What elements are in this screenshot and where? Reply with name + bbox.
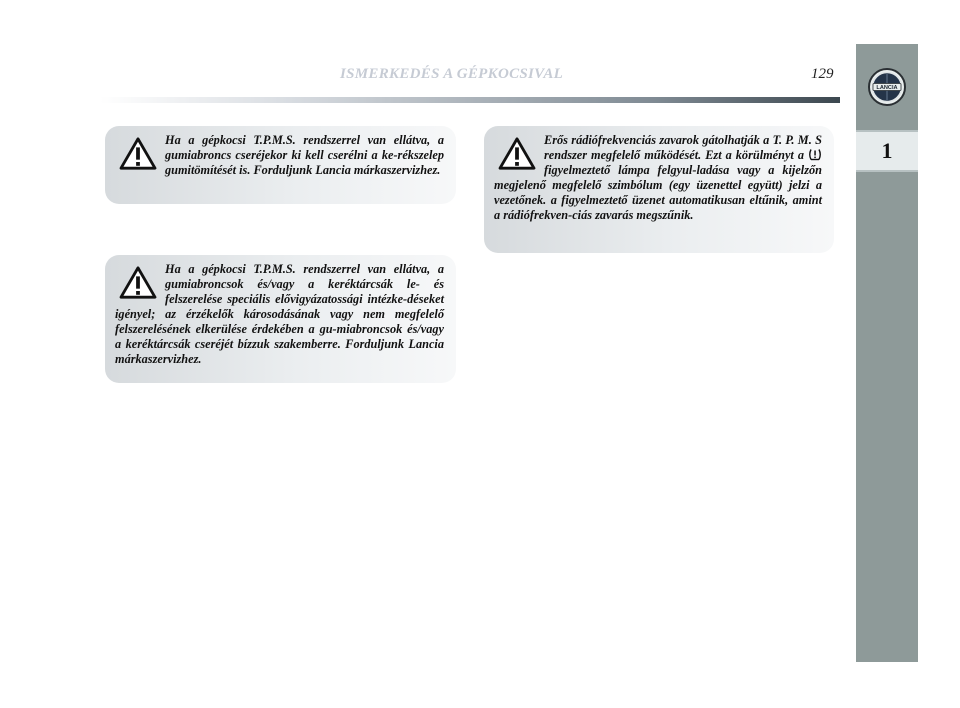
lancia-logo bbox=[856, 44, 918, 130]
chapter-number: 1 bbox=[881, 138, 893, 163]
warning-box-tpms-valve bbox=[105, 126, 456, 204]
warning-text-before: Erős rádiófrekvenciás zavarok gátolhatják a T. P. M. S rendszer megfelelő működését. Ezt a körülményt a bbox=[544, 133, 822, 162]
warning-triangle-icon bbox=[119, 137, 157, 171]
page-number: 129 bbox=[811, 66, 834, 82]
warning-text-after: figyelmeztető lámpa felgyul-ladása vagy a kijelzőn megjelenő megfelelő szimbólum (egy üzenettel együtt) jelzi a vezetőnek. a figyelmeztető üzenet automatikusan eltűnik, amint a rádiófrekven-ciás zavarás megszűnik. bbox=[494, 163, 822, 222]
warning-triangle-icon bbox=[498, 137, 536, 171]
chapter-tab[interactable] bbox=[856, 130, 918, 172]
warning-text: Ha a gépkocsi T.P.M.S. rendszerrel van ellátva, a gumiabroncs cseréjekor ki kell cserélni a ke-rékszelep gumitömítését is. Forduljunk Lancia márkaszervizhez. bbox=[165, 133, 444, 177]
warning-box-tpms-tyre-change bbox=[105, 255, 456, 383]
chapter-sidebar bbox=[856, 44, 918, 662]
lancia-logo-icon bbox=[867, 67, 907, 107]
warning-triangle-icon bbox=[119, 266, 157, 300]
tire-pressure-warning-icon bbox=[808, 148, 822, 161]
page-header-title: ISMERKEDÉS A GÉPKOCSIVAL bbox=[340, 66, 564, 82]
logo-label: LANCIA bbox=[876, 85, 898, 92]
header-divider bbox=[100, 97, 840, 103]
warning-text: Ha a gépkocsi T.P.M.S. rendszerrel van ellátva, a gumiabroncsok és/vagy a keréktárcsák le- és felszerelése speciális elővigyázatossági intézke-déseket igényel; az érzékelők károsodásának vagy nem megfelelő felszerelésének elkerülése érdekében a gu-miabroncsok és/vagy a keréktárcsák cseréjét bízzuk szakemberre. Forduljunk Lancia márkaszervizhez. bbox=[115, 262, 444, 366]
warning-box-radio-interference bbox=[484, 126, 834, 253]
